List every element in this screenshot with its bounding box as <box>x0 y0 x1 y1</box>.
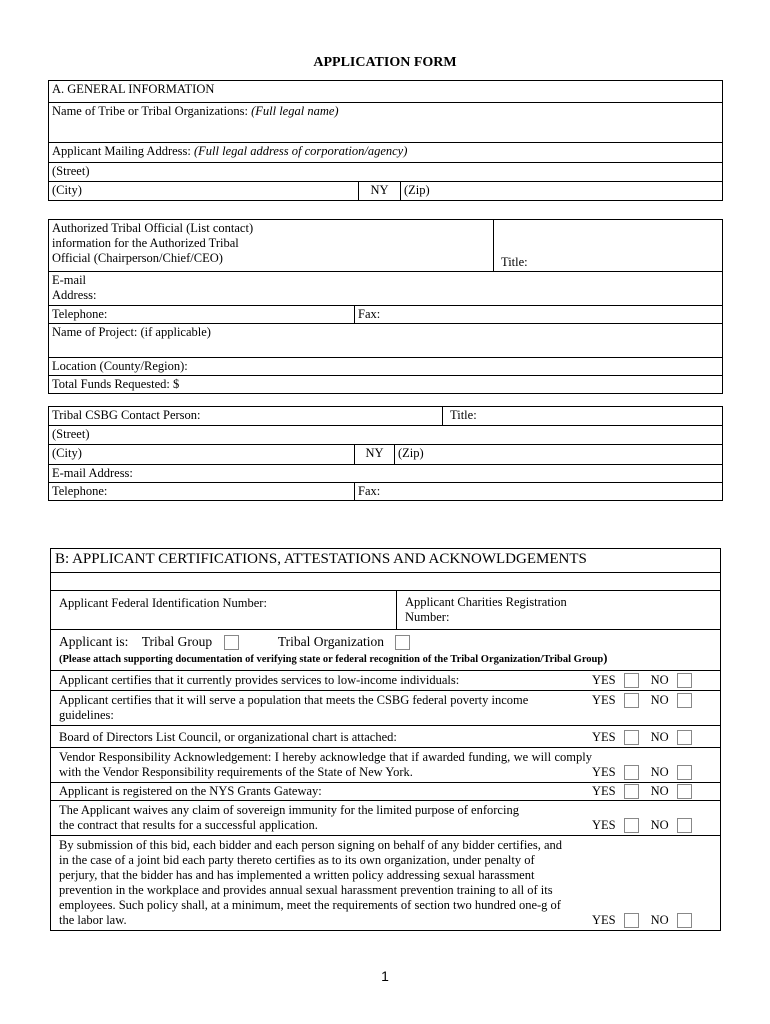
tribal-group-checkbox[interactable] <box>224 635 239 650</box>
official-info-table <box>48 219 723 394</box>
no-label: NO <box>650 784 669 798</box>
official-field[interactable] <box>49 220 494 272</box>
certification-text: Applicant is registered on the NYS Grants Gateway: <box>59 784 322 798</box>
csbg-fax-field[interactable]: Fax: <box>355 483 723 501</box>
mailing-label: Applicant Mailing Address: <box>52 144 194 158</box>
csbg-street-field[interactable]: (Street) <box>49 426 723 445</box>
csbg-state-field: NY <box>355 445 395 465</box>
yes-checkbox[interactable] <box>624 673 639 688</box>
no-label: NO <box>650 765 669 779</box>
email-label-2: Address: <box>52 288 97 302</box>
yes-label: YES <box>592 730 616 744</box>
certification-text: Applicant certifies that it currently provides services to low-income individuals: <box>59 673 460 687</box>
page-title: APPLICATION FORM <box>313 55 457 70</box>
yes-checkbox[interactable] <box>624 818 639 833</box>
certification-text: Vendor Responsibility Acknowledgement: I hereby acknowledge that if awarded funding, we will comply with the Vendor Responsibility requirements of the State of New York. <box>59 750 593 779</box>
charities-label-1: Applicant Charities Registration <box>405 595 567 609</box>
tribe-name-label: Name of Tribe or Tribal Organizations: <box>52 104 252 118</box>
blank-row <box>51 573 721 591</box>
certification-row <box>51 726 721 748</box>
state-field: NY <box>359 182 401 201</box>
tribal-group-label: Tribal Group <box>141 634 213 649</box>
yes-checkbox[interactable] <box>624 730 639 745</box>
no-checkbox[interactable] <box>677 765 692 780</box>
attach-note-paren: ) <box>603 651 608 665</box>
certification-row <box>51 691 721 726</box>
official-title-field[interactable] <box>494 220 723 272</box>
no-checkbox[interactable] <box>677 730 692 745</box>
total-funds-field[interactable]: Total Funds Requested: $ <box>49 376 723 394</box>
csbg-zip-field[interactable]: (Zip) <box>395 445 723 465</box>
yes-label: YES <box>592 818 616 832</box>
applicant-type-row <box>51 630 721 671</box>
csbg-telephone-field[interactable]: Telephone: <box>49 483 355 501</box>
page-number: 1 <box>381 968 389 984</box>
no-checkbox[interactable] <box>677 693 692 708</box>
csbg-contact-table <box>48 406 723 501</box>
certification-row <box>51 671 721 691</box>
mailing-address-label <box>49 143 723 163</box>
official-label-1: Authorized Tribal Official (List contact) <box>52 221 254 235</box>
email-label-1: E-mail <box>52 273 87 287</box>
no-checkbox[interactable] <box>677 913 692 928</box>
csbg-city-field[interactable]: (City) <box>49 445 355 465</box>
no-label: NO <box>650 818 669 832</box>
tribe-name-field[interactable] <box>49 103 723 143</box>
tribe-name-hint: (Full legal name) <box>251 104 339 118</box>
yes-checkbox[interactable] <box>624 693 639 708</box>
csbg-contact-field[interactable]: Tribal CSBG Contact Person: <box>49 407 443 426</box>
city-field[interactable]: (City) <box>49 182 359 201</box>
no-label: NO <box>650 673 669 687</box>
federal-id-field[interactable]: Applicant Federal Identification Number: <box>51 591 397 630</box>
csbg-title-label: Title: <box>450 408 477 422</box>
yes-label: YES <box>592 673 616 687</box>
street-field[interactable]: (Street) <box>49 163 723 182</box>
mailing-hint: (Full legal address of corporation/agency) <box>194 144 408 158</box>
no-label: NO <box>650 693 669 707</box>
certification-row <box>51 748 721 783</box>
project-name-field[interactable]: Name of Project: (if applicable) <box>49 324 723 358</box>
yes-checkbox[interactable] <box>624 765 639 780</box>
no-checkbox[interactable] <box>677 818 692 833</box>
location-field[interactable]: Location (County/Region): <box>49 358 723 376</box>
official-title-label: Title: <box>501 255 528 269</box>
no-label: NO <box>650 730 669 744</box>
charities-field[interactable] <box>397 591 721 630</box>
applicant-is-label: Applicant is: <box>59 634 129 649</box>
charities-label-2: Number: <box>405 610 450 624</box>
email-field[interactable] <box>49 272 723 306</box>
certification-text: By submission of this bid, each bidder and each person signing on behalf of any bidder certifies, and in the case of a joint bid each party thereto certifies as to its own organization, under penalty of perjury, that the bidder has and has implemented a written policy addressing sexual harassment prevention in the workplace and provides annual sexual harassment prevention training to all of its employees. Such policy shall, at a minimum, meet the requirements of section two hundred one-g of the labor law. <box>59 838 563 927</box>
yes-checkbox[interactable] <box>624 913 639 928</box>
certification-row <box>51 836 721 931</box>
certification-text: The Applicant waives any claim of sovereign immunity for the limited purpose of enforcing the contract that results for a successful application. <box>59 803 519 832</box>
tribal-org-label: Tribal Organization <box>277 634 385 649</box>
attach-note: (Please attach supporting documentation of verifying state or federal recognition of the Tribal Organization/Tribal Group <box>59 654 604 665</box>
official-label-2: information for the Authorized Tribal <box>52 236 239 250</box>
fax-field[interactable]: Fax: <box>355 306 723 324</box>
certification-row <box>51 783 721 801</box>
general-info-table <box>48 80 723 201</box>
yes-label: YES <box>592 765 616 779</box>
yes-checkbox[interactable] <box>624 784 639 799</box>
no-label: NO <box>650 913 669 927</box>
tribal-org-checkbox[interactable] <box>395 635 410 650</box>
zip-field[interactable]: (Zip) <box>401 182 723 201</box>
certification-row <box>51 801 721 836</box>
yes-label: YES <box>592 913 616 927</box>
telephone-field[interactable]: Telephone: <box>49 306 355 324</box>
yes-label: YES <box>592 784 616 798</box>
official-label-3: Official (Chairperson/Chief/CEO) <box>52 251 223 265</box>
no-checkbox[interactable] <box>677 784 692 799</box>
certifications-table <box>50 548 721 931</box>
no-checkbox[interactable] <box>677 673 692 688</box>
csbg-email-field[interactable]: E-mail Address: <box>49 465 723 483</box>
yes-label: YES <box>592 693 616 707</box>
csbg-title-field[interactable] <box>443 407 723 426</box>
section-b-heading: B: APPLICANT CERTIFICATIONS, ATTESTATIONS AND ACKNOWLDGEMENTS <box>51 549 721 573</box>
certification-text: Board of Directors List Council, or organizational chart is attached: <box>59 730 397 744</box>
section-a-heading: A. GENERAL INFORMATION <box>49 81 723 103</box>
certification-text: Applicant certifies that it will serve a population that meets the CSBG federal poverty income guidelines: <box>59 693 529 722</box>
